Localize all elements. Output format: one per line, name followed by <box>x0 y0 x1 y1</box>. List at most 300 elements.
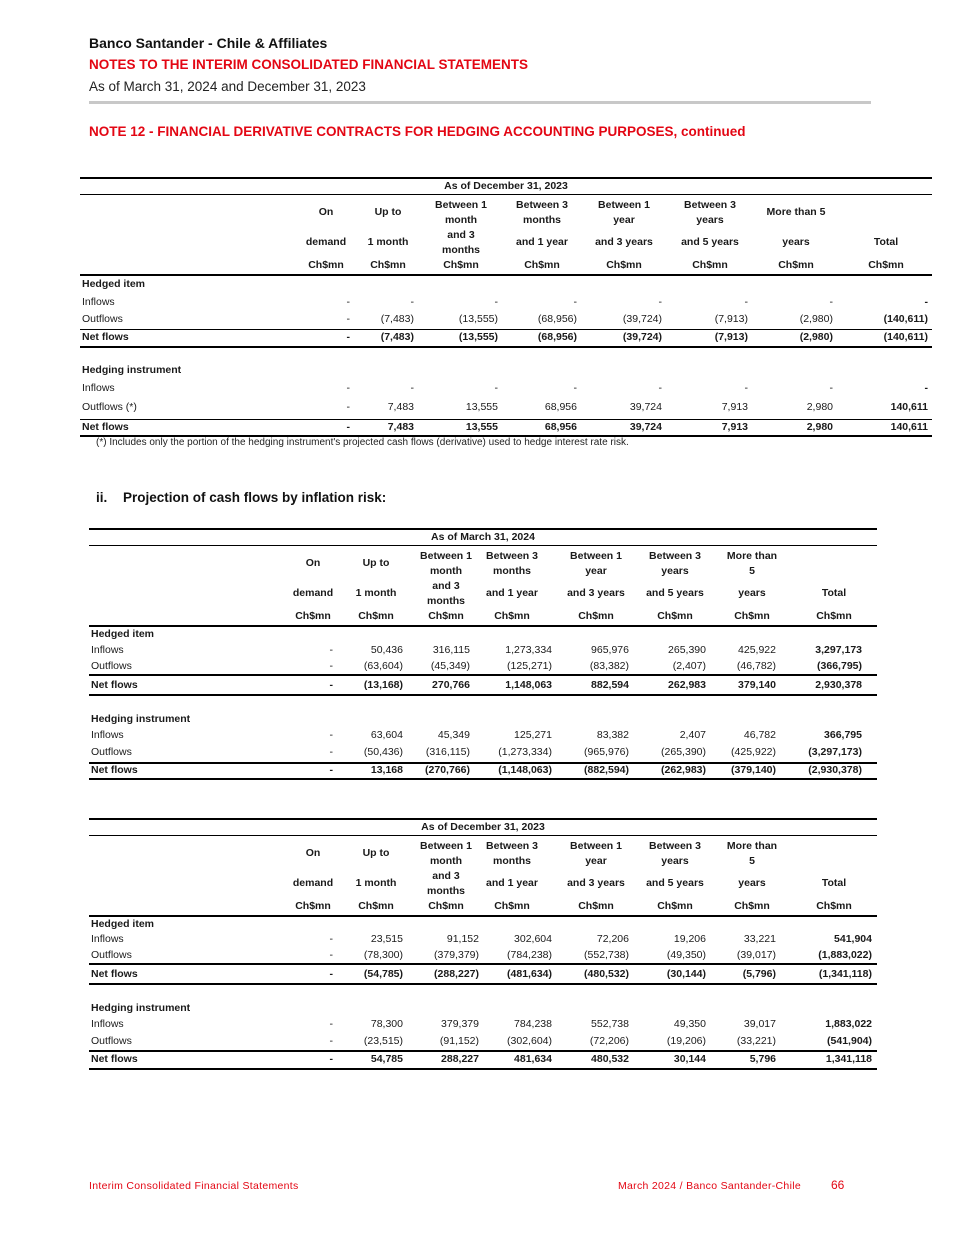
page-number: 66 <box>831 1178 845 1192</box>
hedged-net-flows-row-cell: 2,930,378 <box>815 679 862 691</box>
hedged-outflows-row <box>80 312 932 327</box>
notes-title: NOTES TO THE INTERIM CONSOLIDATED FINANCIAL STATEMENTS <box>89 57 529 72</box>
hedged-outflows-row-cell: (83,382) <box>589 660 629 672</box>
col-header-more-than-5-years: years <box>782 236 810 248</box>
instrument-outflows-row-cell: (302,604) <box>507 1035 552 1047</box>
hedged-outflows-row-label: Outflows <box>91 660 132 672</box>
instrument-inflows-row-cell: - <box>346 382 350 394</box>
hedged-outflows-row-cell: - <box>329 660 333 672</box>
hedged-item-heading-label: Hedged item <box>82 278 146 290</box>
section-ii-number: ii. <box>96 490 108 505</box>
hedged-net-flows-row-cell: 379,140 <box>738 679 776 691</box>
hedged-inflows-row-cell: 72,206 <box>596 933 629 945</box>
row-divider <box>89 694 877 696</box>
hedged-inflows-row-cell: 425,922 <box>738 644 776 656</box>
instrument-net-flows-row-cell: 5,796 <box>749 1053 776 1065</box>
instrument-inflows-row <box>89 728 877 743</box>
instrument-outflows-row-cell: - <box>346 401 350 413</box>
row-divider <box>89 983 877 985</box>
instrument-net-flows-row-cell: (1,148,063) <box>498 764 552 776</box>
instrument-inflows-row-cell: - <box>573 382 577 394</box>
instrument-inflows-row <box>80 381 932 396</box>
hedged-inflows-row-cell: 91,152 <box>446 933 479 945</box>
instrument-outflows-row-cell: (541,904) <box>827 1035 872 1047</box>
interest-rate-table-dec-2023 <box>80 177 932 437</box>
hedged-outflows-row-cell: (2,407) <box>672 660 706 672</box>
instrument-outflows-row-cell: (50,436) <box>363 746 403 758</box>
instrument-outflows-row-label: Outflows <box>91 746 132 758</box>
unit-label: Ch$mn <box>494 900 530 912</box>
unit-label: Ch$mn <box>308 259 344 271</box>
col-header-between-3-months-and-1-year: months <box>493 855 531 867</box>
instrument-net-flows-row-cell: (2,930,378) <box>808 764 862 776</box>
instrument-net-flows-row-cell: - <box>329 764 333 776</box>
hedged-net-flows-row-cell: 262,983 <box>668 679 706 691</box>
instrument-net-flows-row-cell: 30,144 <box>673 1053 706 1065</box>
hedged-inflows-row <box>89 932 877 947</box>
col-header-total: Total <box>873 236 899 248</box>
instrument-outflows-row-cell: (19,206) <box>666 1035 706 1047</box>
hedged-outflows-row-cell: (7,483) <box>380 313 414 325</box>
instrument-inflows-row-cell: 366,795 <box>824 729 862 741</box>
hedged-outflows-row-cell: (2,980) <box>799 313 833 325</box>
col-header-between-3-months-and-1-year: months <box>493 565 531 577</box>
instrument-outflows-row-cell: 7,913 <box>721 401 748 413</box>
col-header-between-3-and-5-years: years <box>661 565 689 577</box>
instrument-net-flows-row-cell: 39,724 <box>629 421 662 433</box>
hedged-inflows-row-label: Inflows <box>91 933 124 945</box>
instrument-net-flows-row-cell: 13,168 <box>370 764 403 776</box>
instrument-inflows-row-cell: - <box>329 729 333 741</box>
col-header-between-1-and-3-months: Between 1 <box>435 199 487 211</box>
hedged-outflows-row-cell: (552,738) <box>584 949 629 961</box>
col-header-more-than-5-years: years <box>738 587 766 599</box>
hedged-outflows-row-cell: (125,271) <box>507 660 552 672</box>
hedged-inflows-row-cell: 23,515 <box>370 933 403 945</box>
hedged-net-flows-row-cell: (5,796) <box>742 968 776 980</box>
col-header-between-1-and-3-months: and 3 <box>432 870 460 882</box>
col-header-up-to-1-month: 1 month <box>355 587 397 599</box>
col-header-between-3-and-5-years: Between 3 <box>649 840 701 852</box>
col-header-on-demand: demand <box>292 877 334 889</box>
hedged-net-flows-row-cell: (140,611) <box>883 331 928 343</box>
hedged-outflows-row-cell: (784,238) <box>507 949 552 961</box>
col-header-more-than-5-years: 5 <box>749 855 755 867</box>
hedged-outflows-row-label: Outflows <box>82 313 123 325</box>
instrument-inflows-row-cell: 125,271 <box>514 729 552 741</box>
date-line: As of March 31, 2024 and December 31, 2023 <box>89 79 366 94</box>
hedged-outflows-row-cell: (39,724) <box>622 313 662 325</box>
hedging-instrument-heading <box>89 712 877 727</box>
hedged-net-flows-row <box>80 330 932 345</box>
instrument-outflows-row-cell: 2,980 <box>806 401 833 413</box>
hedged-inflows-row-cell: 33,221 <box>743 933 776 945</box>
instrument-inflows-row-cell: 552,738 <box>591 1018 629 1030</box>
hedged-outflows-row-cell: - <box>346 313 350 325</box>
instrument-inflows-row-label: Inflows <box>91 729 124 741</box>
hedged-outflows-row-cell: (78,300) <box>363 949 403 961</box>
instrument-net-flows-row <box>89 763 877 778</box>
col-header-between-1-and-3-months: and 3 <box>432 580 460 592</box>
inflation-table-dec-2023 <box>89 818 877 1070</box>
hedged-outflows-row-cell: (63,604) <box>363 660 403 672</box>
instrument-net-flows-row-label: Net flows <box>91 1053 138 1065</box>
hedged-outflows-row-cell: (68,956) <box>537 313 577 325</box>
col-header-between-3-and-5-years: years <box>696 214 724 226</box>
instrument-inflows-row-label: Inflows <box>91 1018 124 1030</box>
instrument-inflows-row-cell: 45,349 <box>437 729 470 741</box>
col-header-between-1-and-3-months: month <box>429 855 463 867</box>
unit-label: Ch$mn <box>370 259 406 271</box>
col-header-between-3-months-and-1-year: months <box>523 214 561 226</box>
instrument-inflows-row-label: Inflows <box>82 382 115 394</box>
unit-label: Ch$mn <box>494 610 530 622</box>
col-header-total: Total <box>821 877 847 889</box>
instrument-outflows-row-cell: (91,152) <box>439 1035 479 1047</box>
col-header-on-demand: On <box>305 557 321 569</box>
instrument-inflows-row-cell: 784,238 <box>514 1018 552 1030</box>
instrument-outflows-row-cell: (23,515) <box>363 1035 403 1047</box>
unit-label: Ch$mn <box>734 900 770 912</box>
instrument-outflows-row <box>89 745 877 760</box>
hedged-net-flows-row <box>89 967 877 982</box>
col-header-on-demand: On <box>305 847 321 859</box>
instrument-net-flows-row-cell: 1,341,118 <box>825 1053 872 1065</box>
unit-label: Ch$mn <box>657 610 693 622</box>
hedged-outflows-row-cell: (7,913) <box>714 313 748 325</box>
hedged-item-heading <box>89 917 877 932</box>
hedged-outflows-row-cell: (1,883,022) <box>818 949 872 961</box>
instrument-net-flows-row-cell: 481,634 <box>514 1053 552 1065</box>
instrument-outflows-row-label: Outflows (*) <box>82 401 137 413</box>
hedged-inflows-row-cell: - <box>829 296 833 308</box>
hedging-instrument-heading <box>80 363 932 378</box>
instrument-inflows-row-cell: - <box>329 1018 333 1030</box>
hedged-net-flows-row-cell: (13,168) <box>363 679 403 691</box>
hedged-inflows-row-cell: 316,115 <box>432 644 470 656</box>
period-header: As of December 31, 2023 <box>80 179 932 195</box>
col-header-between-3-and-5-years: Between 3 <box>649 550 701 562</box>
hedged-net-flows-row-cell: (39,724) <box>622 331 662 343</box>
hedged-outflows-row-cell: (379,379) <box>434 949 479 961</box>
instrument-net-flows-row-label: Net flows <box>91 764 138 776</box>
instrument-outflows-row <box>89 1034 877 1049</box>
hedged-inflows-row-cell: 19,206 <box>673 933 706 945</box>
instrument-outflows-row-cell: (33,221) <box>736 1035 776 1047</box>
instrument-inflows-row-cell: 83,382 <box>596 729 629 741</box>
footer-left: Interim Consolidated Financial Statements <box>89 1180 299 1192</box>
hedged-net-flows-row-cell: (68,956) <box>537 331 577 343</box>
col-header-between-3-months-and-1-year: Between 3 <box>486 550 538 562</box>
footer-right: March 2024 / Banco Santander-Chile <box>618 1180 801 1192</box>
hedged-net-flows-row-cell: 1,148,063 <box>505 679 552 691</box>
hedged-inflows-row-cell: 265,390 <box>668 644 706 656</box>
instrument-inflows-row-cell: - <box>924 382 928 394</box>
instrument-outflows-row-label: Outflows <box>91 1035 132 1047</box>
hedged-inflows-row-cell: 1,273,334 <box>505 644 552 656</box>
hedging-instrument-heading-label: Hedging instrument <box>82 364 182 376</box>
instrument-inflows-row-cell: - <box>410 382 414 394</box>
hedged-outflows-row-cell: (13,555) <box>458 313 498 325</box>
instrument-outflows-row-cell: (265,390) <box>661 746 706 758</box>
hedged-inflows-row-cell: 302,604 <box>514 933 552 945</box>
instrument-outflows-row-cell: 68,956 <box>544 401 577 413</box>
hedged-outflows-row-cell: (140,611) <box>883 313 928 325</box>
instrument-inflows-row-cell: 49,350 <box>673 1018 706 1030</box>
hedged-inflows-row <box>89 643 877 658</box>
row-divider <box>89 963 877 965</box>
instrument-net-flows-row-cell: (882,594) <box>584 764 629 776</box>
col-header-total: Total <box>821 587 847 599</box>
instrument-inflows-row <box>89 1017 877 1032</box>
unit-label: Ch$mn <box>524 259 560 271</box>
hedged-outflows-row-cell: (45,349) <box>430 660 470 672</box>
col-header-more-than-5-years: 5 <box>749 565 755 577</box>
instrument-net-flows-row <box>89 1052 877 1067</box>
hedging-instrument-heading-label: Hedging instrument <box>91 713 191 725</box>
instrument-inflows-row-cell: 379,379 <box>441 1018 479 1030</box>
instrument-net-flows-row-cell: 68,956 <box>544 421 577 433</box>
instrument-inflows-row-cell: - <box>494 382 498 394</box>
hedged-item-heading-label: Hedged item <box>91 628 155 640</box>
hedged-net-flows-row-cell: (2,980) <box>799 331 833 343</box>
header-rule <box>80 274 932 276</box>
hedged-inflows-row-cell: - <box>329 933 333 945</box>
col-header-between-3-and-5-years: Between 3 <box>684 199 736 211</box>
col-header-between-1-and-3-years: and 3 years <box>595 236 653 248</box>
hedged-inflows-row-cell: - <box>924 296 928 308</box>
instrument-outflows-row-cell: 7,483 <box>387 401 414 413</box>
instrument-net-flows-row-cell: 7,483 <box>387 421 414 433</box>
hedged-net-flows-row-label: Net flows <box>82 331 129 343</box>
hedged-net-flows-row-cell: (480,532) <box>584 968 629 980</box>
hedging-instrument-heading-label: Hedging instrument <box>91 1002 191 1014</box>
unit-label: Ch$mn <box>606 259 642 271</box>
unit-label: Ch$mn <box>692 259 728 271</box>
col-header-up-to-1-month: Up to <box>362 847 390 859</box>
hedged-outflows-row-cell: (49,350) <box>666 949 706 961</box>
note-title: NOTE 12 - FINANCIAL DERIVATIVE CONTRACTS FOR HEDGING ACCOUNTING PURPOSES, continued <box>89 124 746 139</box>
hedged-net-flows-row-cell: (7,913) <box>714 331 748 343</box>
hedged-item-heading-label: Hedged item <box>91 918 155 930</box>
unit-label: Ch$mn <box>816 900 852 912</box>
unit-label: Ch$mn <box>816 610 852 622</box>
company-name: Banco Santander - Chile & Affiliates <box>89 35 328 51</box>
col-header-between-3-and-5-years: years <box>661 855 689 867</box>
hedged-inflows-row-cell: - <box>744 296 748 308</box>
col-header-between-1-and-3-years: Between 1 <box>570 840 622 852</box>
period-header: As of December 31, 2023 <box>89 820 877 836</box>
footnote: (*) Includes only the portion of the hedging instrument's projected cash flows (derivative) used to hedge interest rate risk. <box>96 437 629 448</box>
col-header-between-1-and-3-years: and 3 years <box>567 877 625 889</box>
col-header-between-1-and-3-years: year <box>585 565 607 577</box>
instrument-outflows-row-cell: (1,273,334) <box>498 746 552 758</box>
hedged-outflows-row-cell: (39,017) <box>736 949 776 961</box>
row-divider <box>80 346 932 348</box>
instrument-outflows-row-cell: (425,922) <box>731 746 776 758</box>
instrument-inflows-row-cell: - <box>744 382 748 394</box>
hedged-inflows-row-cell: 541,904 <box>834 933 872 945</box>
instrument-outflows-row <box>80 400 932 415</box>
instrument-net-flows-row-cell: 140,611 <box>890 421 928 433</box>
instrument-outflows-row-cell: 13,555 <box>465 401 498 413</box>
hedged-inflows-row-cell: - <box>658 296 662 308</box>
instrument-outflows-row-cell: 39,724 <box>629 401 662 413</box>
instrument-outflows-row-cell: (3,297,173) <box>808 746 862 758</box>
unit-label: Ch$mn <box>578 610 614 622</box>
hedged-inflows-row-cell: - <box>494 296 498 308</box>
unit-label: Ch$mn <box>578 900 614 912</box>
col-header-between-1-and-3-years: Between 1 <box>598 199 650 211</box>
unit-label: Ch$mn <box>657 900 693 912</box>
instrument-net-flows-row-cell: - <box>329 1053 333 1065</box>
inflation-table-mar-2024 <box>89 528 877 780</box>
unit-label: Ch$mn <box>358 900 394 912</box>
hedged-net-flows-row-cell: 270,766 <box>432 679 470 691</box>
hedged-net-flows-row-cell: (30,144) <box>666 968 706 980</box>
hedged-inflows-row-label: Inflows <box>82 296 115 308</box>
hedged-inflows-row-cell: - <box>329 644 333 656</box>
row-divider <box>89 674 877 676</box>
col-header-between-1-and-3-months: months <box>427 885 465 897</box>
col-header-between-3-and-5-years: and 5 years <box>681 236 739 248</box>
col-header-between-3-and-5-years: and 5 years <box>646 587 704 599</box>
col-header-between-1-and-3-years: year <box>613 214 635 226</box>
col-header-between-3-months-and-1-year: and 1 year <box>486 587 538 599</box>
col-header-between-1-and-3-months: Between 1 <box>420 550 472 562</box>
instrument-inflows-row-cell: 63,604 <box>370 729 403 741</box>
hedged-outflows-row-cell: (46,782) <box>736 660 776 672</box>
header-divider <box>89 101 871 104</box>
col-header-up-to-1-month: Up to <box>362 557 390 569</box>
col-header-more-than-5-years: years <box>738 877 766 889</box>
instrument-net-flows-row-cell: 7,913 <box>721 421 748 433</box>
unit-label: Ch$mn <box>778 259 814 271</box>
col-header-up-to-1-month: 1 month <box>355 877 397 889</box>
table-bottom-rule <box>89 778 877 780</box>
instrument-net-flows-row-cell: 13,555 <box>465 421 498 433</box>
instrument-inflows-row-cell: 1,883,022 <box>825 1018 872 1030</box>
hedged-inflows-row-cell: 50,436 <box>370 644 403 656</box>
instrument-inflows-row-cell: - <box>658 382 662 394</box>
instrument-outflows-row-cell: 140,611 <box>890 401 928 413</box>
section-ii-title <box>96 490 386 505</box>
hedged-net-flows-row-label: Net flows <box>91 679 138 691</box>
hedged-net-flows-row-cell: - <box>329 968 333 980</box>
hedged-inflows-row <box>80 295 932 310</box>
unit-label: Ch$mn <box>295 610 331 622</box>
col-header-between-1-and-3-years: and 3 years <box>567 587 625 599</box>
instrument-net-flows-row-cell: 2,980 <box>806 421 833 433</box>
table-bottom-rule <box>89 1068 877 1070</box>
instrument-inflows-row-cell: - <box>829 382 833 394</box>
hedged-outflows-row-cell: - <box>329 949 333 961</box>
unit-label: Ch$mn <box>295 900 331 912</box>
hedged-inflows-row-cell: 965,976 <box>591 644 629 656</box>
col-header-on-demand: demand <box>292 587 334 599</box>
col-header-on-demand: On <box>318 206 334 218</box>
hedged-net-flows-row-cell: (288,227) <box>434 968 479 980</box>
hedged-net-flows-row-cell: - <box>346 331 350 343</box>
col-header-between-1-and-3-years: Between 1 <box>570 550 622 562</box>
col-header-between-3-months-and-1-year: and 1 year <box>486 877 538 889</box>
instrument-net-flows-row <box>80 420 932 435</box>
hedged-inflows-row-cell: - <box>346 296 350 308</box>
col-header-between-3-months-and-1-year: Between 3 <box>486 840 538 852</box>
hedged-inflows-row-label: Inflows <box>91 644 124 656</box>
hedged-net-flows-row-cell: (1,341,118) <box>818 968 872 980</box>
instrument-net-flows-row-cell: (270,766) <box>425 764 470 776</box>
col-header-between-3-and-5-years: and 5 years <box>646 877 704 889</box>
unit-label: Ch$mn <box>868 259 904 271</box>
hedged-net-flows-row-cell: (54,785) <box>363 968 403 980</box>
hedged-inflows-row-cell: 3,297,173 <box>815 644 862 656</box>
hedged-outflows-row <box>89 659 877 674</box>
hedged-net-flows-row-cell: 882,594 <box>591 679 629 691</box>
unit-label: Ch$mn <box>428 900 464 912</box>
unit-label: Ch$mn <box>443 259 479 271</box>
col-header-between-1-and-3-months: month <box>429 565 463 577</box>
instrument-net-flows-row-cell: 288,227 <box>441 1053 479 1065</box>
col-header-between-1-and-3-months: Between 1 <box>420 840 472 852</box>
instrument-outflows-row-cell: - <box>329 1035 333 1047</box>
instrument-inflows-row-cell: 39,017 <box>743 1018 776 1030</box>
hedged-net-flows-row-cell: (481,634) <box>507 968 552 980</box>
col-header-between-3-months-and-1-year: and 1 year <box>516 236 568 248</box>
col-header-up-to-1-month: 1 month <box>367 236 409 248</box>
instrument-inflows-row-cell: 46,782 <box>743 729 776 741</box>
instrument-net-flows-row-cell: - <box>346 421 350 433</box>
col-header-more-than-5-years: More than 5 <box>766 206 826 218</box>
unit-label: Ch$mn <box>428 610 464 622</box>
instrument-net-flows-row-label: Net flows <box>82 421 129 433</box>
instrument-net-flows-row-cell: 54,785 <box>370 1053 403 1065</box>
col-header-up-to-1-month: Up to <box>374 206 402 218</box>
hedging-instrument-heading <box>89 1001 877 1016</box>
col-header-more-than-5-years: More than <box>726 840 778 852</box>
hedged-inflows-row-cell: - <box>410 296 414 308</box>
hedged-inflows-row-cell: - <box>573 296 577 308</box>
hedged-item-heading <box>80 277 932 292</box>
instrument-net-flows-row-cell: (379,140) <box>731 764 776 776</box>
instrument-inflows-row-cell: 78,300 <box>370 1018 403 1030</box>
instrument-outflows-row-cell: (316,115) <box>425 746 470 758</box>
col-header-between-3-months-and-1-year: Between 3 <box>516 199 568 211</box>
hedged-net-flows-row-cell: - <box>329 679 333 691</box>
instrument-outflows-row-cell: (72,206) <box>589 1035 629 1047</box>
col-header-between-1-and-3-years: year <box>585 855 607 867</box>
unit-label: Ch$mn <box>734 610 770 622</box>
hedged-item-heading <box>89 627 877 642</box>
col-header-between-1-and-3-months: and 3 <box>447 229 475 241</box>
hedged-net-flows-row-label: Net flows <box>91 968 138 980</box>
hedged-net-flows-row-cell: (13,555) <box>458 331 498 343</box>
hedged-outflows-row-label: Outflows <box>91 949 132 961</box>
col-header-on-demand: demand <box>305 236 347 248</box>
instrument-net-flows-row-cell: 480,532 <box>591 1053 629 1065</box>
hedged-outflows-row-cell: (366,795) <box>817 660 862 672</box>
period-header: As of March 31, 2024 <box>89 530 877 546</box>
unit-label: Ch$mn <box>358 610 394 622</box>
hedged-net-flows-row <box>89 678 877 693</box>
col-header-more-than-5-years: More than <box>726 550 778 562</box>
hedged-outflows-row <box>89 948 877 963</box>
section-ii-heading: Projection of cash flows by inflation risk: <box>123 490 387 505</box>
col-header-between-1-and-3-months: month <box>444 214 478 226</box>
instrument-outflows-row-cell: - <box>329 746 333 758</box>
instrument-outflows-row-cell: (965,976) <box>584 746 629 758</box>
hedged-net-flows-row-cell: (7,483) <box>380 331 414 343</box>
